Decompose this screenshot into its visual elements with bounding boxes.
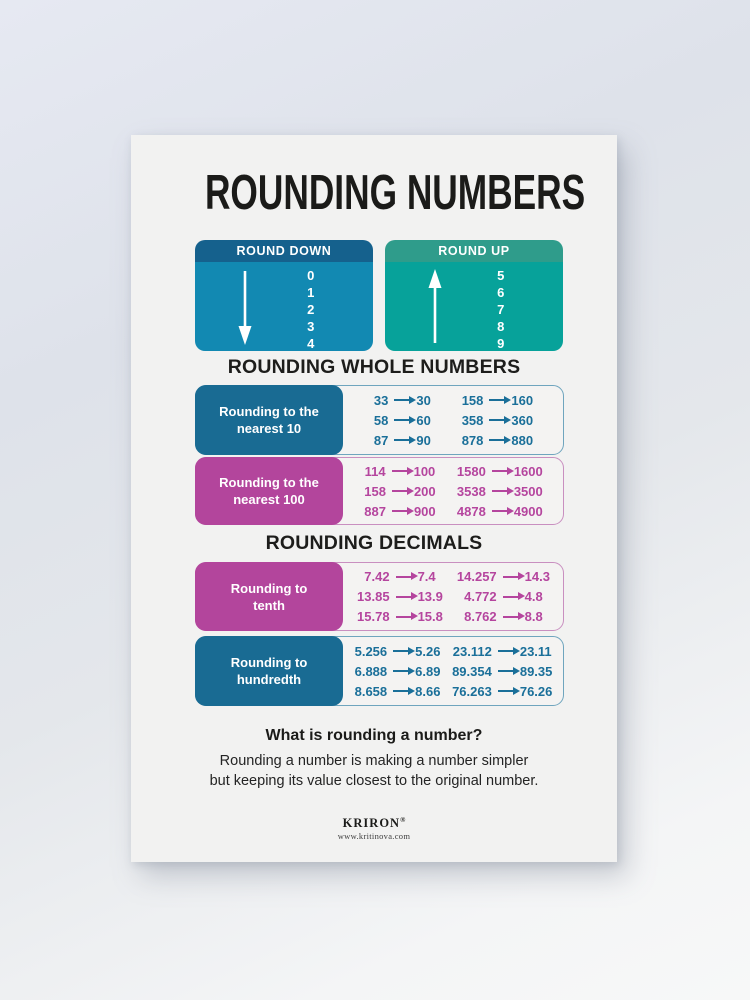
footer-question: What is rounding a number? [265,727,483,744]
example-to: 160 [511,392,534,408]
brand-website: www.kritinova.com [337,831,411,841]
example-from: 76.263 [452,683,492,699]
right-arrow-icon [489,399,505,401]
example-to: 4.8 [524,589,543,604]
example-to: 200 [413,483,436,499]
example-to: 6.89 [415,663,441,679]
round-up-box [385,240,563,351]
right-arrow-icon [396,576,412,578]
rounding-numbers-poster [131,135,617,862]
example [452,681,552,701]
right-arrow-icon [394,439,410,441]
down-arrow-icon [237,269,253,345]
example-to: 8.66 [415,683,441,699]
right-arrow-icon [396,616,412,618]
example-from: 358 [461,412,484,428]
registered-mark-icon: ® [400,816,406,824]
digit: 9 [497,336,505,351]
examples-area [343,636,564,706]
row-label-hundredth: Rounding to hundredth [195,636,343,706]
example-from: 5.256 [354,643,388,659]
digit: 2 [307,302,315,317]
example-to: 13.9 [417,589,443,604]
examples-column-1 [357,567,443,627]
example-from: 13.85 [357,589,390,604]
example-to: 14.3 [524,569,550,584]
right-arrow-icon [394,399,410,401]
example-from: 87 [373,432,389,448]
example [355,661,441,681]
example-from: 878 [461,432,484,448]
page-title-text: ROUNDING NUMBERS [204,166,586,220]
example-from: 158 [461,392,484,408]
example-to: 100 [413,463,436,479]
example [364,481,435,501]
example [452,641,552,661]
example-from: 23.112 [452,643,492,659]
example-from: 4878 [456,503,486,519]
right-arrow-icon [393,650,409,652]
row-label-nearest-10: Rounding to the nearest 10 [195,385,343,455]
round-down-digits [284,267,337,351]
brand-name: KRIRON [342,816,401,831]
digit: 3 [307,319,315,334]
right-arrow-icon [503,576,519,578]
example-from: 114 [364,463,386,479]
examples-column-2 [452,641,552,701]
row-nearest-10 [195,385,564,455]
examples-area [343,457,564,525]
example [462,410,533,430]
right-arrow-icon [396,596,412,598]
digit: 0 [307,268,315,283]
example-to: 360 [511,412,534,428]
example-from: 33 [373,392,389,408]
example [355,641,441,661]
right-arrow-icon [498,670,514,672]
example [457,607,550,627]
right-arrow-icon [492,510,508,512]
example-from: 8.762 [464,609,497,624]
example-to: 76.26 [519,683,553,699]
example [364,461,435,481]
example [457,481,543,501]
digit: 8 [497,319,505,334]
example-to: 5.26 [415,643,441,659]
section-heading-decimals: ROUNDING DECIMALS [265,532,483,554]
example-to: 4900 [513,503,543,519]
examples-column-1 [355,641,441,701]
row-nearest-100 [195,457,564,525]
example-from: 58 [373,412,389,428]
example [374,390,431,410]
right-arrow-icon [393,690,409,692]
footer-answer-line-1: Rounding a number is making a number simpler [219,753,529,769]
example-from: 887 [364,503,386,519]
examples-area [343,385,564,455]
right-arrow-icon [503,596,519,598]
example-to: 880 [511,432,534,448]
round-down-body [195,262,373,351]
row-hundredth [195,636,564,706]
row-label-tenth: Rounding to tenth [195,562,343,631]
example-to: 90 [416,432,431,448]
example-from: 6.888 [354,663,388,679]
examples-column-1 [374,390,431,450]
row-label-nearest-100: Rounding to the nearest 100 [195,457,343,525]
example-to: 8.8 [524,609,543,624]
right-arrow-icon [392,510,408,512]
example-from: 3538 [456,483,486,499]
example-to: 900 [413,503,436,519]
example-from: 14.257 [456,569,497,584]
examples-column-2 [462,390,533,450]
right-arrow-icon [498,650,514,652]
page-title [131,165,617,221]
example-from: 89.354 [452,663,492,679]
example [452,661,552,681]
examples-column-2 [457,461,543,521]
right-arrow-icon [489,419,505,421]
example [357,607,443,627]
example-from: 1580 [456,463,486,479]
example [355,681,441,701]
round-down-header: ROUND DOWN [195,240,373,262]
right-arrow-icon [392,490,408,492]
example [457,567,550,587]
footer-answer-line-2: but keeping its value closest to the original number. [209,773,539,789]
up-arrow-icon [427,269,443,345]
digit: 7 [497,302,505,317]
example-from: 7.42 [364,569,390,584]
example [457,501,543,521]
example-to: 7.4 [417,569,436,584]
digit: 5 [497,268,505,283]
example-to: 23.11 [519,643,552,659]
row-tenth [195,562,564,631]
example-from: 158 [364,483,386,499]
right-arrow-icon [492,470,508,472]
example-to: 89.35 [519,663,553,679]
round-down-box [195,240,373,351]
right-arrow-icon [492,490,508,492]
brand-logo [131,816,617,831]
example [457,587,550,607]
digit: 1 [307,285,315,300]
examples-column-2 [457,567,550,627]
example [374,430,431,450]
right-arrow-icon [393,670,409,672]
example [462,390,533,410]
digit: 4 [307,336,315,351]
example [357,587,443,607]
example [462,430,533,450]
example-to: 3500 [513,483,543,499]
example-to: 15.8 [417,609,443,624]
examples-area [343,562,564,631]
right-arrow-icon [489,439,505,441]
example-to: 60 [416,412,431,428]
section-heading-whole-numbers: ROUNDING WHOLE NUMBERS [227,356,521,378]
example-from: 15.78 [357,609,390,624]
digit: 6 [497,285,505,300]
examples-column-1 [364,461,435,521]
right-arrow-icon [392,470,408,472]
right-arrow-icon [394,419,410,421]
example-to: 30 [416,392,431,408]
example-from: 8.658 [354,683,388,699]
example-from: 4.772 [464,589,497,604]
example [374,410,431,430]
round-up-digits [474,267,527,351]
right-arrow-icon [498,690,514,692]
example [357,567,443,587]
example-to: 1600 [513,463,543,479]
example [457,461,543,481]
round-up-header: ROUND UP [385,240,563,262]
round-up-body [385,262,563,351]
example [364,501,435,521]
right-arrow-icon [503,616,519,618]
